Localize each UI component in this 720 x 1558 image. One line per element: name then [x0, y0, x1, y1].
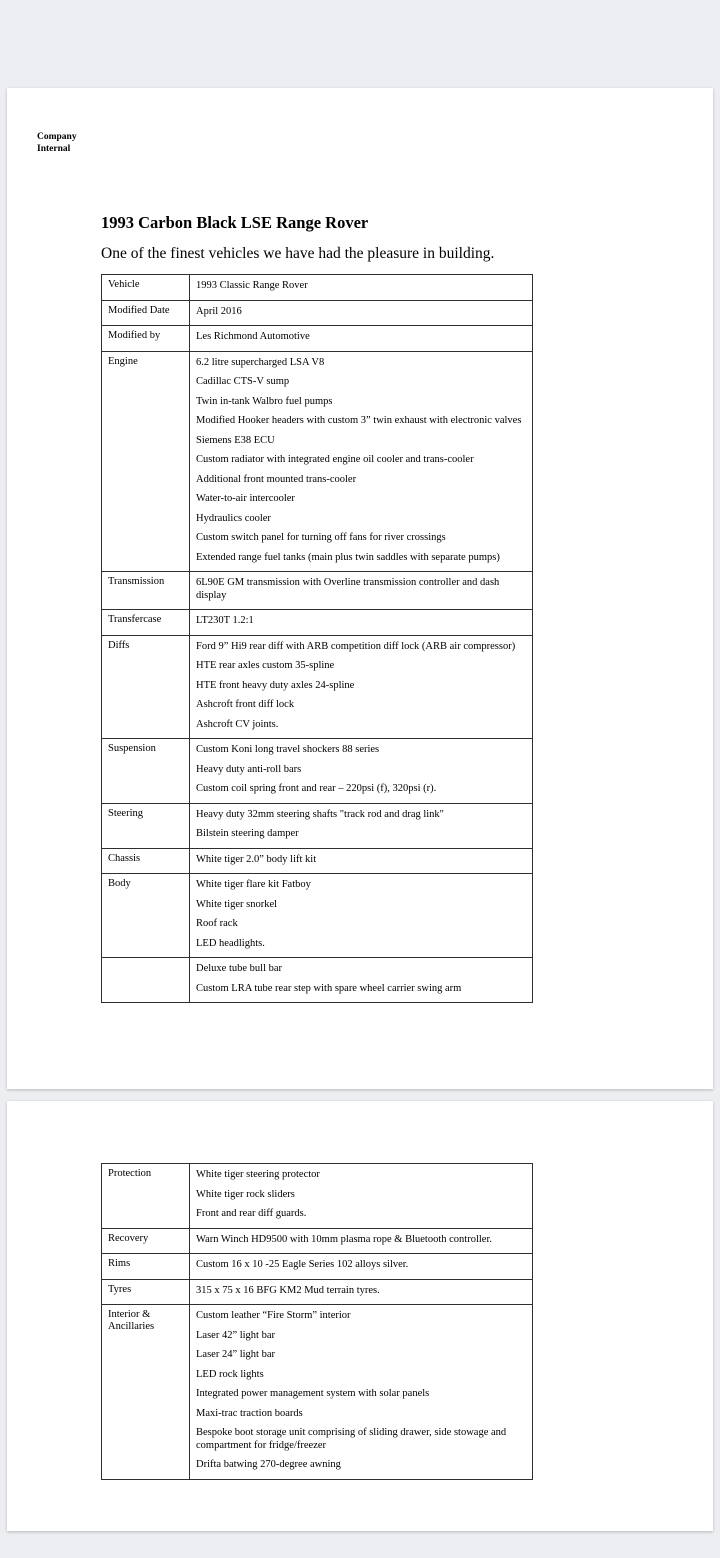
spec-value-line: White tiger flare kit Fatboy [196, 879, 311, 890]
table-row [102, 275, 533, 301]
spec-value-cell [190, 1228, 533, 1254]
spec-value-line: 6L90E GM transmission with Overline transmission controller and dash display [196, 577, 500, 601]
table-row [102, 803, 533, 848]
spec-value-line: Drifta batwing 270-degree awning [196, 1459, 341, 1470]
spec-value-cell [190, 1279, 533, 1305]
table-row [102, 635, 533, 739]
table-row [102, 848, 533, 874]
spec-value-line: 6.2 litre supercharged LSA V8 [196, 356, 325, 368]
spec-table-body [102, 275, 533, 1003]
spec-value-line: 1993 Classic Range Rover [196, 280, 308, 291]
spec-value-cell [190, 848, 533, 874]
spec-value-line: Cadillac CTS-V sump [196, 376, 290, 387]
spec-value-line: White tiger snorkel [196, 898, 278, 910]
spec-label-cell: Steering [102, 803, 190, 848]
spec-value-line: Custom LRA tube rear step with spare wheel carrier swing arm [196, 982, 462, 994]
spec-table-page-2 [101, 1163, 533, 1480]
spec-label-cell: Rims [102, 1254, 190, 1280]
spec-value-line: Twin in-tank Walbro fuel pumps [196, 395, 333, 407]
spec-value-cell [190, 610, 533, 636]
spec-value-cell [190, 1305, 533, 1480]
spec-value-line: 315 x 75 x 16 BFG KM2 Mud terrain tyres. [196, 1284, 380, 1296]
classification-marking [37, 132, 713, 155]
spec-value-line: Custom switch panel for turning off fans for river crossings [196, 532, 446, 543]
spec-value-line: HTE front heavy duty axles 24-spline [196, 679, 355, 691]
spec-value-line: LT230T 1.2:1 [196, 615, 254, 626]
table-row [102, 1228, 533, 1254]
spec-label-cell: Chassis [102, 848, 190, 874]
spec-value-line: Deluxe tube bull bar [196, 963, 283, 974]
spec-value-line: LED rock lights [196, 1368, 264, 1380]
spec-value-line: White tiger steering protector [196, 1169, 320, 1180]
spec-value-line: Bilstein steering damper [196, 828, 299, 839]
spec-label-cell: Modified by [102, 326, 190, 352]
spec-label-cell: Diffs [102, 635, 190, 739]
table-row [102, 1164, 533, 1229]
spec-value-line: Custom leather “Fire Storm” interior [196, 1310, 351, 1321]
spec-label-cell: Transmission [102, 572, 190, 610]
spec-value-line: Roof rack [196, 918, 238, 929]
spec-value-cell [190, 1254, 533, 1280]
page-title: 1993 Carbon Black LSE Range Rover [101, 213, 369, 232]
spec-label-cell: Protection [102, 1164, 190, 1229]
spec-value-line: Integrated power management system with solar panels [196, 1388, 430, 1399]
spec-value-line: Extended range fuel tanks (main plus twin saddles with separate pumps) [196, 551, 500, 563]
spec-value-cell [190, 803, 533, 848]
spec-value-line: Custom 16 x 10 -25 Eagle Series 102 alloys silver. [196, 1259, 409, 1270]
spec-value-cell [190, 635, 533, 739]
spec-value-line: Custom radiator with integrated engine oil cooler and trans-cooler [196, 454, 474, 465]
table-row [102, 351, 533, 572]
table-row [102, 610, 533, 636]
spec-value-line: Les Richmond Automotive [196, 331, 310, 342]
spec-table-page-1 [101, 274, 533, 1003]
spec-value-line: Heavy duty 32mm steering shafts "track rod and drag link" [196, 808, 444, 820]
spec-value-line: White tiger rock sliders [196, 1188, 295, 1200]
spec-value-line: Custom coil spring front and rear – 220psi (f), 320psi (r). [196, 783, 437, 794]
spec-label-cell: Interior & Ancillaries [102, 1305, 190, 1480]
spec-value-line: Ashcroft front diff lock [196, 699, 295, 710]
spec-label-cell [102, 958, 190, 1003]
spec-value-cell [190, 1164, 533, 1229]
table-row [102, 958, 533, 1003]
spec-label-cell: Recovery [102, 1228, 190, 1254]
spec-table-body-2 [102, 1164, 533, 1480]
spec-value-line: Modified Hooker headers with custom 3” twin exhaust with electronic valves [196, 415, 522, 426]
spec-label-cell: Tyres [102, 1279, 190, 1305]
spec-label-cell: Body [102, 874, 190, 958]
table-row [102, 326, 533, 352]
spec-value-cell [190, 351, 533, 572]
spec-value-line: Ford 9” Hi9 rear diff with ARB competition diff lock (ARB air compressor) [196, 640, 516, 652]
spec-value-line: Maxi-trac traction boards [196, 1407, 303, 1419]
spec-value-cell [190, 874, 533, 958]
spec-value-cell [190, 958, 533, 1003]
classification-line-1: Company [37, 132, 77, 142]
spec-label-cell: Modified Date [102, 300, 190, 326]
spec-value-line: LED headlights. [196, 937, 265, 949]
spec-value-cell [190, 572, 533, 610]
spec-value-line: Warn Winch HD9500 with 10mm plasma rope & Bluetooth controller. [196, 1233, 492, 1245]
spec-value-line: White tiger 2.0” body lift kit [196, 853, 317, 865]
table-row [102, 572, 533, 610]
page-subtitle: One of the finest vehicles we have had the pleasure in building. [101, 245, 495, 262]
spec-value-line: HTE rear axles custom 35-spline [196, 660, 335, 671]
spec-label-cell: Transfercase [102, 610, 190, 636]
spec-value-line: Water-to-air intercooler [196, 493, 295, 504]
table-row [102, 739, 533, 804]
document-page-1 [7, 88, 713, 1089]
table-row [102, 874, 533, 958]
spec-label-cell: Engine [102, 351, 190, 572]
spec-value-line: Ashcroft CV joints. [196, 718, 279, 730]
spec-value-cell [190, 326, 533, 352]
spec-value-line: Front and rear diff guards. [196, 1208, 307, 1219]
spec-value-line: Laser 24” light bar [196, 1349, 276, 1360]
spec-value-line: Bespoke boot storage unit comprising of sliding drawer, side stowage and compartment for fridge/freezer [196, 1427, 507, 1451]
spec-value-line: Hydraulics cooler [196, 512, 271, 524]
spec-value-line: Laser 42” light bar [196, 1329, 276, 1341]
table-row [102, 300, 533, 326]
spec-value-line: April 2016 [196, 305, 242, 317]
spec-value-line: Siemens E38 ECU [196, 434, 275, 446]
spec-value-cell [190, 739, 533, 804]
spec-value-cell [190, 300, 533, 326]
document-page-2 [7, 1101, 713, 1531]
spec-value-line: Additional front mounted trans-cooler [196, 473, 357, 485]
table-row [102, 1254, 533, 1280]
table-row [102, 1305, 533, 1480]
spec-value-line: Custom Koni long travel shockers 88 series [196, 744, 380, 755]
spec-value-line: Heavy duty anti-roll bars [196, 763, 302, 775]
table-row [102, 1279, 533, 1305]
classification-line-2: Internal [37, 143, 71, 154]
spec-label-cell: Vehicle [102, 275, 190, 301]
spec-value-cell [190, 275, 533, 301]
spec-label-cell: Suspension [102, 739, 190, 804]
